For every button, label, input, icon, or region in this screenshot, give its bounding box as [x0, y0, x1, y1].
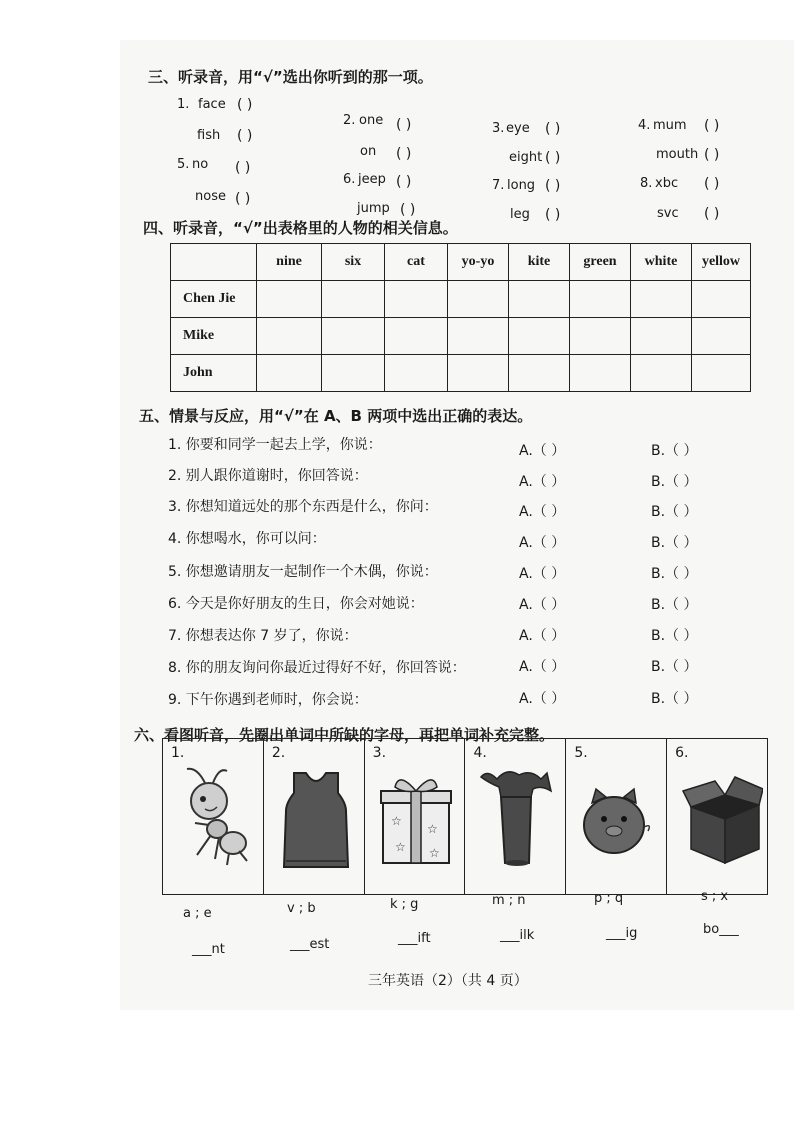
option-b[interactable]: B.（ ） [651, 443, 698, 459]
answer-paren[interactable]: ( ) [545, 121, 561, 137]
option-word: nose [195, 189, 226, 204]
answer-cell[interactable] [257, 318, 322, 355]
answer-cell[interactable] [692, 355, 751, 392]
section3-title: 三、听录音，用“√”选出你听到的那一项。 [148, 68, 433, 86]
option-b[interactable]: B.（ ） [651, 504, 698, 520]
option-a[interactable]: A.（ ） [519, 659, 566, 675]
option-word: mum [653, 118, 687, 133]
picture-cell [163, 739, 264, 894]
item-number: 8. [640, 176, 653, 191]
row-name-cell: John [171, 355, 257, 392]
answer-paren[interactable]: ( ) [704, 206, 720, 222]
option-word: no [192, 157, 209, 172]
option-word: face [198, 97, 226, 112]
answer-paren[interactable]: ( ) [545, 178, 561, 194]
table-header-cell: six [322, 244, 385, 281]
table-corner-cell [171, 244, 257, 281]
question-text: 9. 下午你遇到老师时，你会说： [168, 692, 368, 708]
option-a[interactable]: A.（ ） [519, 535, 566, 551]
question-text: 1. 你要和同学一起去上学，你说： [168, 437, 382, 453]
picture-cell [667, 739, 767, 894]
item-number: 7. [492, 178, 505, 193]
answer-cell[interactable] [322, 355, 385, 392]
question-text: 8. 你的朋友询问你最近过得好不好，你回答说： [168, 660, 466, 676]
answer-paren[interactable]: ( ) [235, 191, 251, 207]
word-blank[interactable]: ___ig [606, 926, 638, 941]
answer-cell[interactable] [385, 281, 448, 318]
option-b[interactable]: B.（ ） [651, 659, 698, 675]
ant-icon [175, 763, 255, 873]
answer-paren[interactable]: ( ) [237, 128, 253, 144]
option-a[interactable]: A.（ ） [519, 691, 566, 707]
box-icon [679, 763, 763, 873]
picture-row [162, 738, 768, 895]
item-number: 2. [343, 113, 356, 128]
row-name-cell: Mike [171, 318, 257, 355]
question-text: 4. 你想喝水，你可以问： [168, 531, 326, 547]
answer-cell[interactable] [448, 318, 509, 355]
svg-text:☆: ☆ [428, 846, 440, 860]
answer-paren[interactable]: ( ) [235, 160, 251, 176]
pig-icon [578, 763, 658, 873]
answer-cell[interactable] [509, 281, 570, 318]
letter-choices[interactable]: p ; q [594, 891, 624, 906]
answer-cell[interactable] [509, 318, 570, 355]
answer-cell[interactable] [570, 355, 631, 392]
answer-cell[interactable] [692, 281, 751, 318]
answer-cell[interactable] [448, 281, 509, 318]
word-blank[interactable]: bo___ [703, 922, 739, 937]
item-number: 6. [343, 172, 356, 187]
svg-text:☆: ☆ [426, 822, 438, 836]
option-word: eight [509, 150, 543, 165]
table-header-cell: kite [509, 244, 570, 281]
answer-cell[interactable] [631, 281, 692, 318]
answer-paren[interactable]: ( ) [396, 117, 412, 133]
item-number: 3. [492, 121, 505, 136]
option-a[interactable]: A.（ ） [519, 628, 566, 644]
option-b[interactable]: B.（ ） [651, 474, 698, 490]
picture-cell [566, 739, 667, 894]
section5-title: 五、情景与反应，用“√”在 A、B 两项中选出正确的表达。 [139, 407, 533, 425]
answer-cell[interactable] [257, 281, 322, 318]
answer-cell[interactable] [257, 355, 322, 392]
option-a[interactable]: A.（ ） [519, 597, 566, 613]
option-word: one [359, 113, 384, 128]
option-word: eye [506, 121, 530, 136]
table-header-cell: cat [385, 244, 448, 281]
question-text: 5. 你想邀请朋友一起制作一个木偶，你说： [168, 564, 438, 580]
picture-cell [465, 739, 566, 894]
word-blank[interactable]: ___est [290, 937, 330, 952]
option-a[interactable]: A.（ ） [519, 504, 566, 520]
section6-title: 六、看图听音，先圈出单词中所缺的字母，再把单词补充完整。 [134, 726, 555, 744]
answer-paren[interactable]: ( ) [704, 118, 720, 134]
question-text: 7. 你想表达你 7 岁了，你说： [168, 628, 358, 644]
table-row [171, 281, 751, 318]
table-header-cell: green [570, 244, 631, 281]
option-a[interactable]: A.（ ） [519, 566, 566, 582]
answer-cell[interactable] [385, 318, 448, 355]
answer-cell[interactable] [570, 318, 631, 355]
answer-paren[interactable]: ( ) [704, 176, 720, 192]
svg-text:☆: ☆ [394, 840, 406, 854]
option-word: jump [357, 201, 390, 216]
word-blank[interactable]: ___ift [398, 931, 431, 946]
option-b[interactable]: B.（ ） [651, 566, 698, 582]
option-word: xbc [655, 176, 679, 191]
answer-paren[interactable]: ( ) [545, 207, 561, 223]
answer-paren[interactable]: ( ) [396, 174, 412, 190]
item-number: 5. [177, 157, 190, 172]
table-row [171, 318, 751, 355]
option-b[interactable]: B.（ ） [651, 628, 698, 644]
answer-cell[interactable] [448, 355, 509, 392]
section4-title: 四、听录音，“√”出表格里的人物的相关信息。 [143, 219, 458, 237]
vest-icon [276, 763, 356, 873]
word-blank[interactable]: ___ilk [500, 928, 535, 943]
letter-choices[interactable]: v ; b [287, 901, 316, 916]
item-number: 1. [177, 97, 190, 112]
answer-cell[interactable] [570, 281, 631, 318]
letter-choices[interactable]: m ; n [492, 893, 526, 908]
answer-paren[interactable]: ( ) [237, 97, 253, 113]
answer-paren[interactable]: ( ) [545, 150, 561, 166]
picture-number: 2. [271, 745, 286, 761]
table-header-cell: yellow [692, 244, 751, 281]
table-header-cell: white [631, 244, 692, 281]
answer-cell[interactable] [385, 355, 448, 392]
letter-choices[interactable]: k ; g [390, 897, 419, 912]
option-word: fish [197, 128, 221, 143]
picture-cell [264, 739, 365, 894]
picture-cell [365, 739, 466, 894]
option-word: long [507, 178, 536, 193]
answer-paren[interactable]: ( ) [396, 146, 412, 162]
table-row [171, 355, 751, 392]
table-header-cell: nine [257, 244, 322, 281]
picture-number: 4. [473, 745, 487, 761]
question-text: 6. 今天是你好朋友的生日，你会对她说： [168, 596, 424, 612]
option-b[interactable]: B.（ ） [651, 691, 698, 707]
option-b[interactable]: B.（ ） [651, 535, 698, 551]
answer-cell[interactable] [692, 318, 751, 355]
option-word: mouth [656, 147, 699, 162]
picture-number: 1. [171, 745, 185, 761]
picture-number: 5. [574, 745, 588, 761]
item-number: 4. [638, 118, 651, 133]
option-b[interactable]: B.（ ） [651, 597, 698, 613]
option-word: leg [510, 207, 530, 222]
table-header-row [171, 244, 751, 281]
page-footer: 三年英语（2）（共 4 页） [368, 973, 528, 989]
word-blank[interactable]: ___nt [192, 942, 225, 957]
picture-number: 3. [372, 745, 387, 761]
question-text: 3. 你想知道远处的那个东西是什么，你问： [168, 499, 438, 515]
picture-number: 6. [675, 745, 689, 761]
option-word: jeep [358, 172, 386, 187]
answer-cell[interactable] [631, 355, 692, 392]
svg-text:☆: ☆ [390, 814, 402, 828]
letter-choices[interactable]: s ; x [701, 889, 729, 904]
answer-cell[interactable] [631, 318, 692, 355]
table-header-cell: yo-yo [448, 244, 509, 281]
answer-paren[interactable]: ( ) [704, 147, 720, 163]
info-table [170, 243, 751, 392]
gift-icon [377, 763, 457, 873]
letter-choices[interactable]: a ; e [183, 906, 212, 921]
answer-cell[interactable] [322, 318, 385, 355]
option-a[interactable]: A.（ ） [519, 443, 566, 459]
option-a[interactable]: A.（ ） [519, 474, 566, 490]
answer-cell[interactable] [322, 281, 385, 318]
answer-cell[interactable] [509, 355, 570, 392]
milk-icon [477, 763, 557, 873]
option-word: on [360, 144, 377, 159]
question-text: 2. 别人跟你道谢时，你回答说： [168, 468, 368, 484]
row-name-cell: Chen Jie [171, 281, 257, 318]
option-word: svc [657, 206, 679, 221]
answer-paren[interactable]: ( ) [400, 202, 416, 218]
